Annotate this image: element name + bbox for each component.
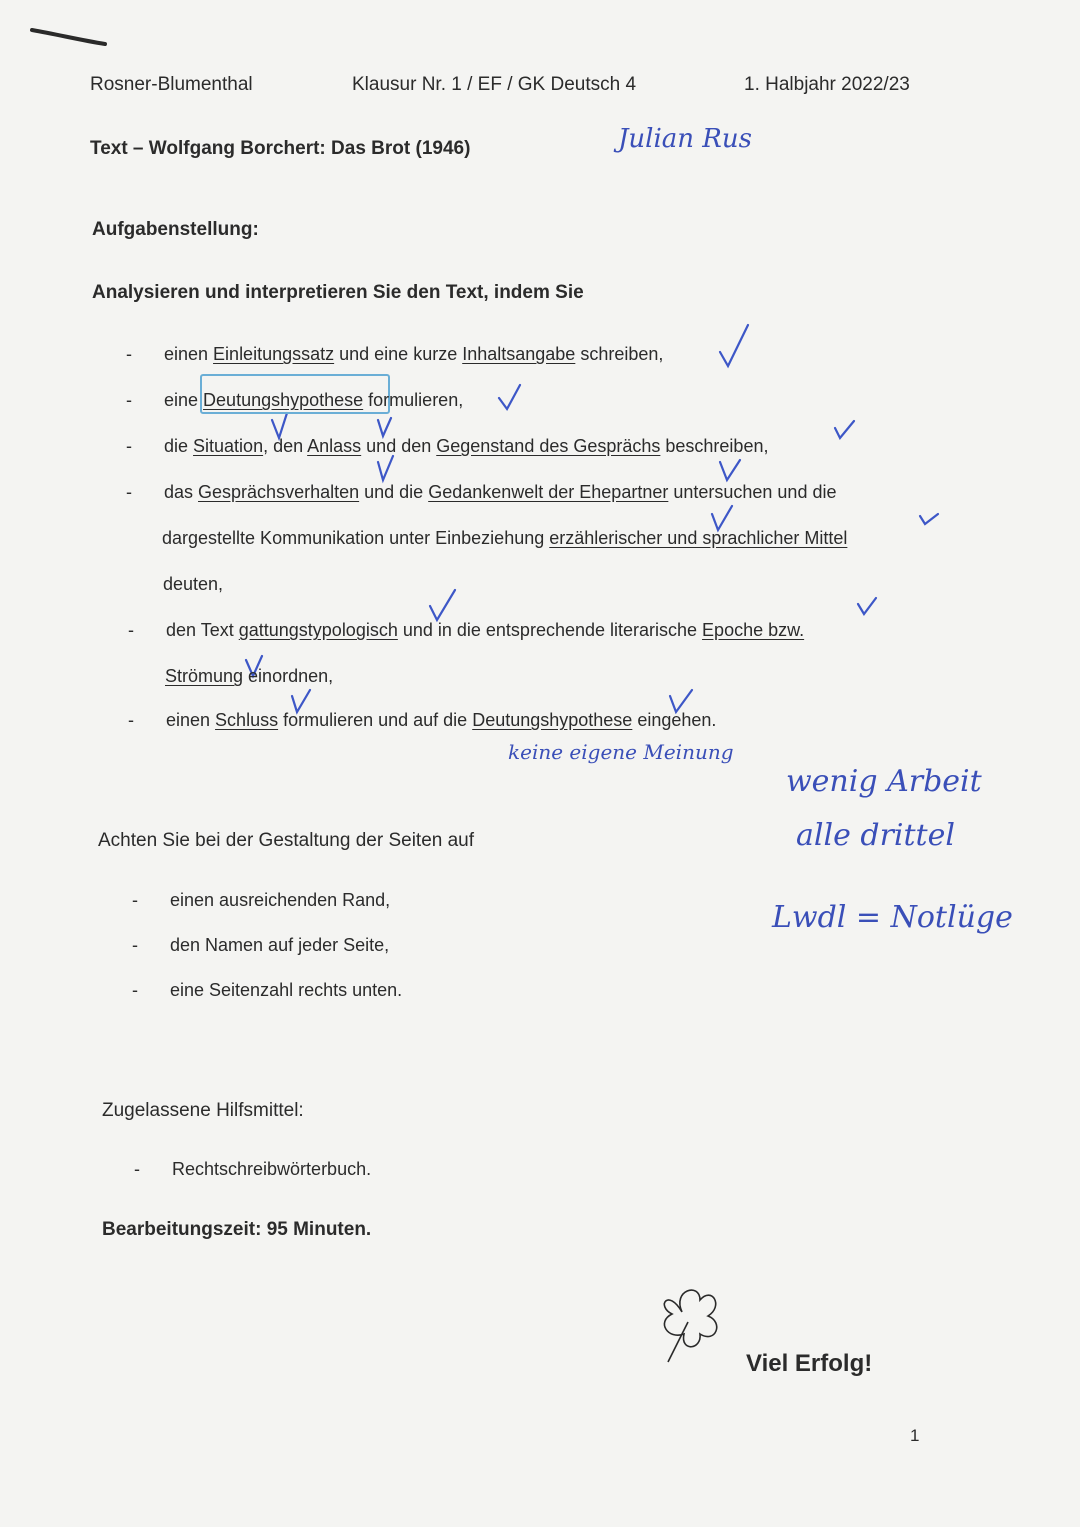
check-icon: [670, 690, 692, 712]
page-number: 1: [910, 1426, 920, 1445]
check-icon: [499, 385, 520, 409]
layout-heading: Achten Sie bei der Gestaltung der Seiten auf: [98, 830, 475, 851]
clover-icon: [664, 1290, 716, 1362]
check-icon: [835, 421, 854, 438]
text-title: Text – Wolfgang Borchert: Das Brot (1946): [90, 138, 471, 159]
school-name: Rosner-Blumenthal: [90, 74, 253, 95]
annotation-opinion: keine eigene Meinung: [508, 740, 734, 764]
exam-title: Klausur Nr. 1 / EF / GK Deutsch 4: [352, 74, 637, 95]
student-name: Julian Rus: [618, 124, 752, 154]
aids-heading: Zugelassene Hilfsmittel:: [102, 1100, 304, 1121]
check-icon: [858, 598, 876, 614]
task-item-continued: deuten,: [163, 574, 224, 594]
check-icon: [720, 325, 748, 366]
check-icon: [272, 413, 287, 438]
task-item-continued: Strömung einordnen,: [165, 666, 334, 686]
check-icon: [430, 590, 455, 620]
check-icon: [720, 460, 740, 480]
closing-text: Viel Erfolg!: [746, 1350, 873, 1377]
task-intro: Analysieren und interpretieren Sie den Text, indem Sie: [92, 282, 584, 303]
time-limit: Bearbeitungszeit: 95 Minuten.: [102, 1219, 372, 1240]
annotation-note: Lwdl = Notlüge: [772, 900, 1013, 935]
check-icon: [378, 418, 391, 436]
check-icon: [712, 506, 732, 530]
term: 1. Halbjahr 2022/23: [744, 74, 910, 95]
task-item-continued: dargestellte Kommunikation unter Einbeziehung erzählerischer und sprachlicher Mittel: [162, 528, 848, 548]
task-heading: Aufgabenstellung:: [92, 219, 259, 240]
annotation-note: alle drittel: [796, 818, 955, 853]
annotation-note: wenig Arbeit: [786, 764, 982, 799]
check-icon: [378, 456, 393, 480]
check-icon: [292, 690, 310, 712]
check-icon: [920, 514, 938, 524]
